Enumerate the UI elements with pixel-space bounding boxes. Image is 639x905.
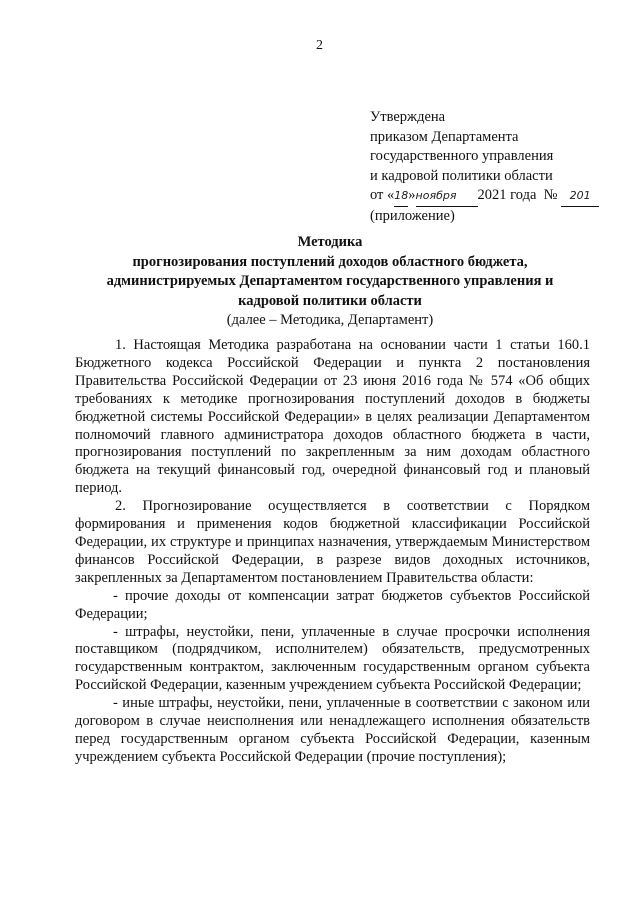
approval-line: (приложение) (370, 207, 455, 224)
number-label: № (543, 187, 558, 203)
date-month-handwritten: ноября (416, 186, 478, 207)
date-prefix: от « (370, 187, 395, 203)
list-item: - штрафы, неустойки, пени, уплаченные в случае просрочки исполнения поставщиком (подрядчиком, исполнителем) обязательств, предусмотренных государственным контрактом, заключенным государственным органом субъекта Российской Федерации, казенным учреждением субъекта Российской Федерации; (75, 623, 590, 694)
page-number: 2 (316, 38, 323, 53)
approval-line: и кадровой политики области (370, 167, 553, 184)
list-item: - иные штрафы, неустойки, пени, уплаченные в соответствии с законом или договором в случае неисполнения или ненадлежащего исполнения обязательств перед государственным органом субъекта Российской Федерации, казенным учреждением субъекта Российской Федерации (прочие поступления); (75, 695, 590, 765)
title-line: кадровой политики области (238, 292, 422, 309)
title-line: прогнозирования поступлений доходов областного бюджета, (132, 253, 528, 270)
number-value-handwritten: 201 (561, 186, 599, 207)
approval-line: Утверждена (370, 109, 446, 125)
title-note: (далее – Методика, Департамент) (226, 312, 434, 328)
approval-line: приказом Департамента (370, 128, 519, 145)
document-title (60, 233, 600, 331)
list-item: - прочие доходы от компенсации затрат бюджетов субъектов Российской Федерации; (75, 587, 590, 622)
approval-line: государственного управления (370, 148, 554, 164)
date-year: 2021 года (477, 187, 537, 203)
date-day-handwritten: 18 (394, 186, 408, 207)
approval-date-line (370, 186, 630, 207)
paragraph: 1. Настоящая Методика разработана на основании части 1 статьи 160.1 Бюджетного кодекса Российской Федерации и пункта 2 постановления Правительства Российской Федерации от 23 июня 2016 года № 574 «Об общих требованиях к методике прогнозирования поступлений доходов в бюджеты бюджетной системы Российской Федерации» в целях реализации Департаментом полномочий главного администратора доходов областного бюджета в части, прогнозирования поступлений по закрепленным за ним доходам областного бюджета на текущий финансовый год, очередной финансовый год и плановый период. (75, 337, 590, 497)
approval-stamp-block (370, 108, 630, 226)
document-body (75, 337, 590, 767)
date-mid: » (408, 187, 416, 203)
title-heading: Методика (297, 234, 363, 250)
title-line: администрируемых Департаментом государственного управления и (106, 273, 554, 289)
paragraph: 2. Прогнозирование осуществляется в соответствии с Порядком формирования и применения кодов бюджетной классификации Российской Федерации, их структуре и принципах назначения, утверждаемым Министерством финансов Российской Федерации, в разрезе видов доходных источников, закрепленных за Департаментом постановлением Правительства области: (75, 498, 590, 586)
